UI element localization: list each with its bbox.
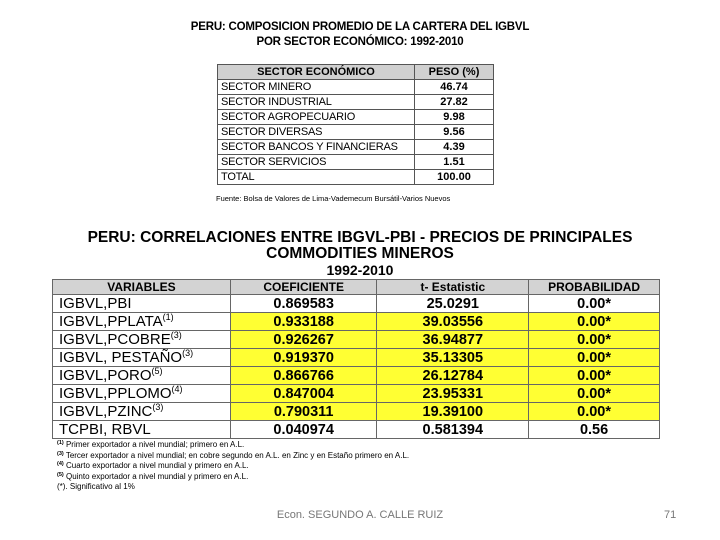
footnote-line [57,440,409,451]
variable-cell [53,367,231,385]
footnotes [57,440,409,493]
sector-cell: TOTAL [218,170,415,185]
t-statistic-cell: 36.94877 [377,331,529,349]
coeficiente-cell: 0.926267 [230,331,377,349]
footnote-text: Tercer exportador a nivel mundial; en cobre segundo en A.L. en Zinc y en Estaño primero en A.L. [65,450,410,460]
footnote-mark: (3) [57,450,64,457]
coeficiente-cell: 0.919370 [230,349,377,367]
sector-cell: SECTOR BANCOS Y FINANCIERAS [218,140,415,155]
t-statistic-cell: 19.39100 [377,403,529,421]
variable-label: IGBVL,PBI [59,294,132,312]
footnote-mark: (5) [57,471,64,478]
footnote-text: Quinto exportador a nivel mundial y primero en A.L. [65,471,249,481]
footnote-text: Primer exportador a nivel mundial; primero en A.L. [65,440,245,449]
peso-cell: 9.98 [415,110,494,125]
coeficiente-cell: 0.040974 [230,421,377,439]
t-statistic-cell: 0.581394 [377,421,529,439]
header-sector: SECTOR ECONÓMICO [218,65,415,80]
peso-cell: 1.51 [415,155,494,170]
peso-cell: 9.56 [415,125,494,140]
table-row [53,331,660,349]
probabilidad-cell: 0.00* [529,403,660,421]
table2-title [0,230,720,262]
coeficiente-cell: 0.933188 [230,313,377,331]
t-statistic-cell: 35.13305 [377,349,529,367]
footnote-line [57,451,409,462]
table-row [53,385,660,403]
footnote-text: (*). Significativo al 1% [57,482,135,491]
probabilidad-cell: 0.00* [529,367,660,385]
footer-author: Econ. SEGUNDO A. CALLE RUIZ [276,509,444,521]
variable-label: IGBVL,PCOBRE [59,330,171,348]
variable-cell [53,295,231,313]
table-row [53,295,660,313]
variable-label: IGBVL,PZINC [59,402,153,420]
footnote-line [57,472,409,483]
table1-title-line1: PERU: COMPOSICION PROMEDIO DE LA CARTERA DEL IGBVL [190,21,530,33]
table-row [218,95,494,110]
table-row [53,349,660,367]
table1-title-line2: POR SECTOR ECONÓMICO: 1992-2010 [256,36,464,48]
header-variables: VARIABLES [53,280,231,295]
table2-period: 1992-2010 [326,262,394,278]
probabilidad-cell: 0.00* [529,331,660,349]
correlations-table [52,279,660,439]
header-peso: PESO (%) [415,65,494,80]
sector-cell: SECTOR INDUSTRIAL [218,95,415,110]
footnote-mark: (1) [57,440,64,446]
probabilidad-cell: 0.00* [529,385,660,403]
coeficiente-cell: 0.866766 [230,367,377,385]
sector-cell: SECTOR AGROPECUARIO [218,110,415,125]
footnote-line [57,482,409,493]
sector-cell: SECTOR DIVERSAS [218,125,415,140]
header-coeficiente: COEFICIENTE [230,280,377,295]
variable-label: IGBVL, PESTAÑO [59,348,183,366]
variable-label: IGBVL,PPLATA [59,312,163,330]
t-statistic-cell: 23.95331 [377,385,529,403]
variable-cell [53,349,231,367]
t-statistic-cell: 25.0291 [377,295,529,313]
sector-composition-table [217,64,494,185]
footnote-line [57,461,409,472]
table-row [218,155,494,170]
variable-cell [53,313,231,331]
variable-cell [53,385,231,403]
variable-label: IGBVL,PPLOMO [59,384,172,402]
variable-cell [53,403,231,421]
coeficiente-cell: 0.847004 [230,385,377,403]
table-row [218,170,494,185]
table-row [218,80,494,95]
coeficiente-cell: 0.869583 [230,295,377,313]
table-row [218,125,494,140]
variable-footnote-mark: (3) [152,401,164,412]
sector-cell: SECTOR SERVICIOS [218,155,415,170]
footnote-mark: (4) [57,461,64,467]
peso-cell: 46.74 [415,80,494,95]
variable-footnote-mark: (5) [151,365,163,376]
probabilidad-cell: 0.00* [529,295,660,313]
table1-title [0,20,720,50]
t-statistic-cell: 26.12784 [377,367,529,385]
footnote-text: Cuarto exportador a nivel mundial y primero en A.L. [65,461,249,470]
table2-title-line1: PERU: CORRELACIONES ENTRE IBGVL-PBI - PRECIOS DE PRINCIPALES [87,229,633,246]
table-row [53,367,660,385]
table-row [53,421,660,439]
table1-source: Fuente: Bolsa de Valores de Lima-Vademecum Bursátil-Varios Nuevos [216,194,451,203]
table-row [218,140,494,155]
peso-cell: 100.00 [415,170,494,185]
header-t-statistic: t- Estatistic [377,280,529,295]
peso-cell: 4.39 [415,140,494,155]
table-row [53,313,660,331]
table-header-row [218,65,494,80]
t-statistic-cell: 39.03556 [377,313,529,331]
variable-footnote-mark: (3) [170,329,182,340]
coeficiente-cell: 0.790311 [230,403,377,421]
header-probabilidad: PROBABILIDAD [529,280,660,295]
table2-title-line2: COMMODITIES MINEROS [266,245,454,262]
probabilidad-cell: 0.56 [529,421,660,439]
variable-footnote-mark: (1) [162,311,174,322]
variable-label: TCPBI, RBVL [59,420,151,438]
page-number: 71 [664,509,677,521]
table-row [218,110,494,125]
peso-cell: 27.82 [415,95,494,110]
table-header-row [53,280,660,295]
sector-cell: SECTOR MINERO [218,80,415,95]
probabilidad-cell: 0.00* [529,349,660,367]
variable-label: IGBVL,PORO [59,366,152,384]
variable-footnote-mark: (4) [171,383,183,394]
variable-cell [53,331,231,349]
probabilidad-cell: 0.00* [529,313,660,331]
table-row [53,403,660,421]
variable-cell [53,421,231,439]
variable-footnote-mark: (3) [182,347,194,358]
